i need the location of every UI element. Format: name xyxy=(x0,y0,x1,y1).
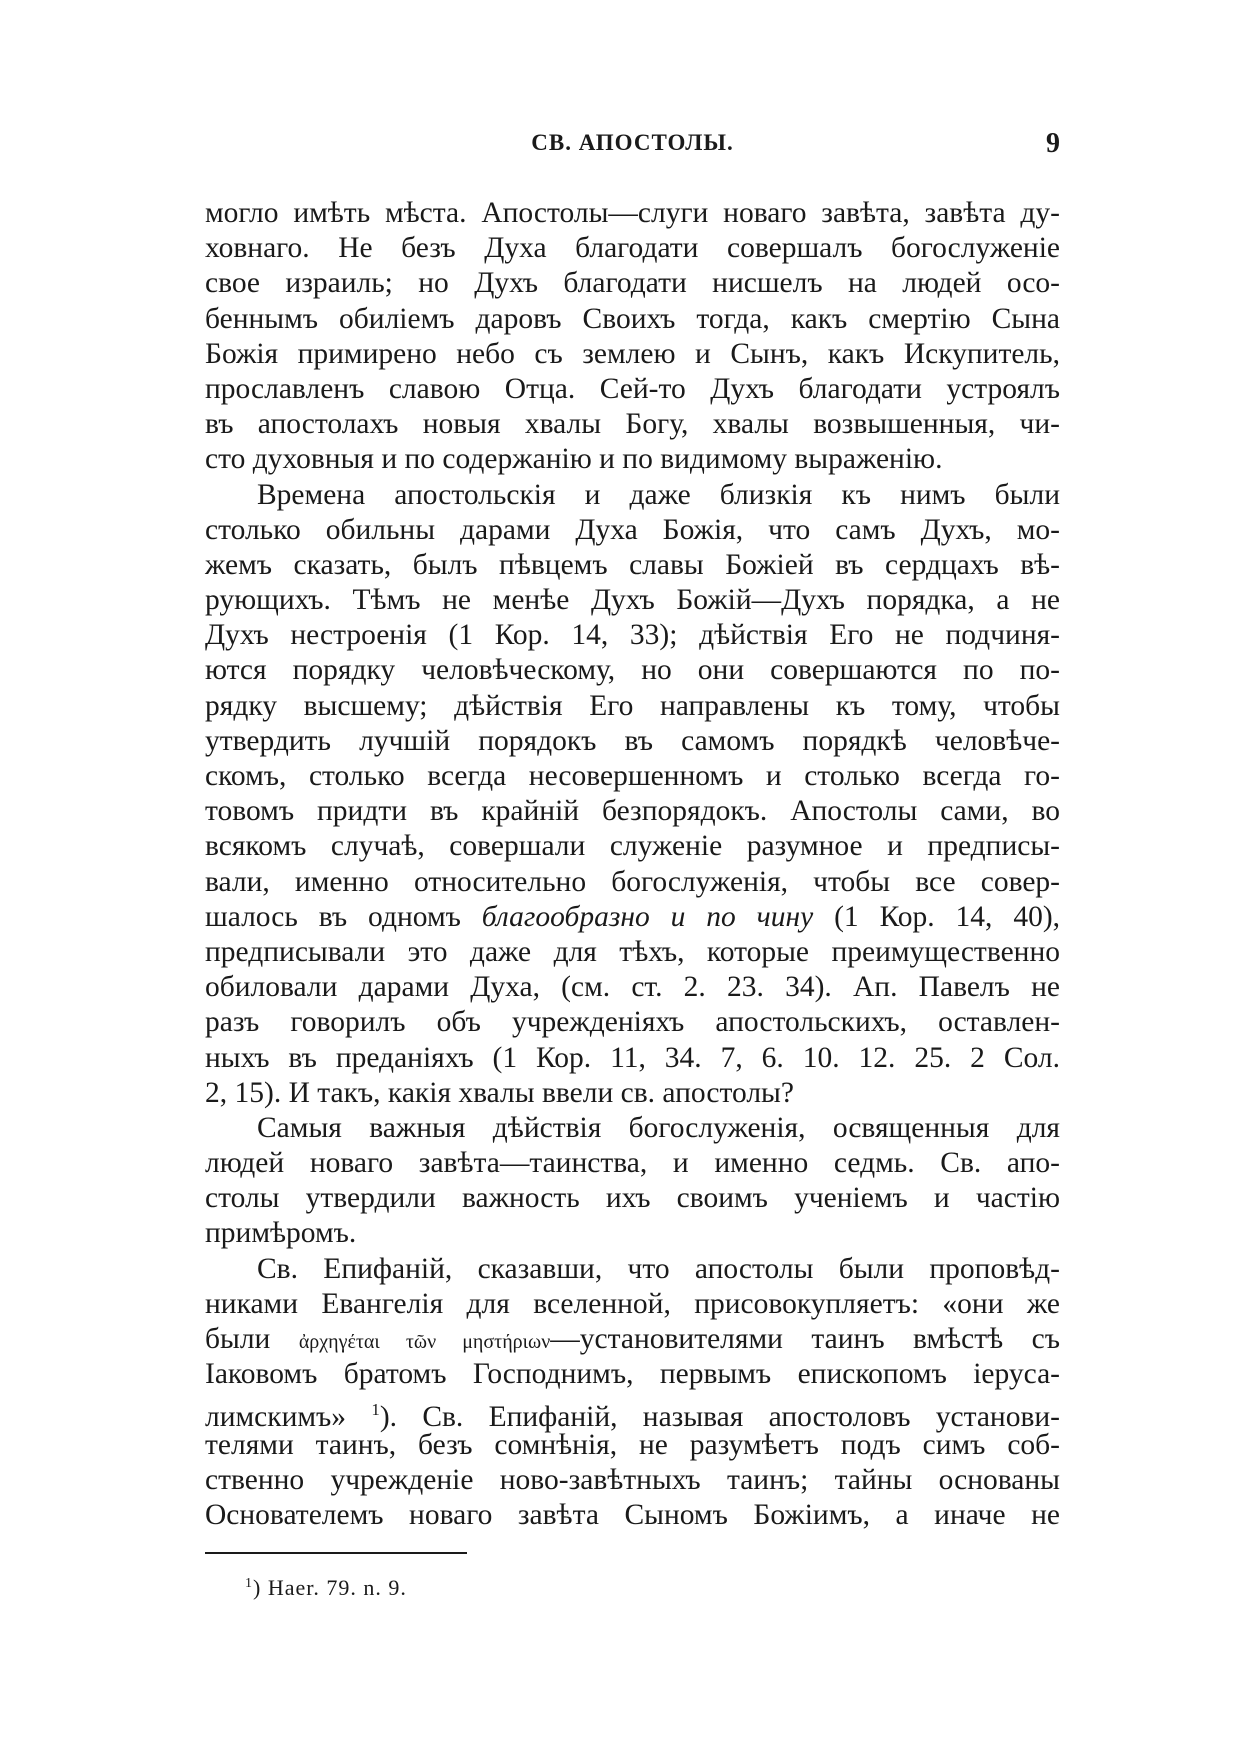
text-line: ственно учрежденіе ново-завѣтныхъ таинъ; тайны основаны xyxy=(205,1463,1060,1496)
footnote-divider xyxy=(205,1552,467,1554)
text-line: въ апостолахъ новыя хвалы Богу, хвалы возвышенныя, чи- xyxy=(205,408,1060,441)
text-line: Св. Епифаній, сказавши, что апостолы были проповѣд- xyxy=(257,1252,1060,1285)
greek-phrase: ἀρχηγέται τῶν μηστήριων xyxy=(298,1331,551,1353)
text-line: людей новаго завѣта—таинства, и именно седмь. Св. апо- xyxy=(205,1147,1060,1180)
text-segment: (1 Кор. 14, 40), xyxy=(834,900,1061,933)
text-line: телями таинъ, безъ сомнѣнія, не разумѣетъ подъ симъ соб- xyxy=(205,1428,1060,1461)
text-line: столы утвердили важность ихъ своимъ ученіемъ и частію xyxy=(205,1182,1060,1215)
text-line: скомъ, столько всегда несовершенномъ и столько всегда го- xyxy=(205,760,1060,792)
text-line: ховнаго. Не безъ Духа благодати совершалъ богослуженіе xyxy=(205,232,1060,265)
italic-quote: благообразно и по чину xyxy=(481,900,814,933)
text-line: столько обильны дарами Духа Божія, что самъ Духъ, мо- xyxy=(205,513,1060,546)
text-line: 2, 15). И такъ, какія хвалы ввели св. апостолы? xyxy=(205,1076,794,1109)
text-line: прославленъ славою Отца. Сей-то Духъ благодати устроялъ xyxy=(205,372,1060,405)
page-number: 9 xyxy=(1046,128,1060,159)
text-line: ются порядку человѣческому, но они совершаются по по- xyxy=(205,654,1060,687)
text-line: Основателемъ новаго завѣта Сыномъ Божіимъ, а иначе не xyxy=(205,1498,1060,1531)
text-line xyxy=(205,1322,1060,1357)
text-line: Времена апостольскія и даже близкія къ нимъ были xyxy=(257,478,1060,511)
text-line: утвердить лучшій порядокъ въ самомъ порядкѣ человѣче- xyxy=(205,724,1060,757)
text-line: Духъ нестроенія (1 Кор. 14, 33); дѣйствія Его не подчиня- xyxy=(205,619,1060,652)
text-line: разъ говорилъ объ учрежденіяхъ апостольскихъ, оставлен- xyxy=(205,1006,1060,1039)
text-line: всякомъ случаѣ, совершали служеніе разумное и предписы- xyxy=(205,830,1060,863)
footnote-marker: 1 xyxy=(245,1576,253,1591)
text-line: Божія примирено небо съ землею и Сынъ, какъ Искупитель, xyxy=(205,337,1060,370)
footnote-reference: 1 xyxy=(371,1400,380,1420)
text-line: Самыя важныя дѣйствія богослуженія, освященныя для xyxy=(257,1111,1060,1144)
text-line: сто духовныя и по содержанію и по видимому выраженію. xyxy=(205,443,943,476)
text-segment: ). Св. Епифаній, называя апостоловъ установи- xyxy=(379,1401,1060,1434)
text-line: обиловали дарами Духа, (см. ст. 2. 23. 34). Ап. Павелъ не xyxy=(205,971,1060,1004)
text-line: рующихъ. Тѣмъ не менѣе Духъ Божій—Духъ порядка, а не xyxy=(205,584,1060,617)
text-line: Іаковомъ братомъ Господнимъ, первымъ епископомъ іеруса- xyxy=(205,1358,1060,1391)
text-line: могло имѣть мѣста. Апостолы—слуги новаго завѣта, завѣта ду- xyxy=(205,197,1060,229)
text-line: ныхъ въ преданіяхъ (1 Кор. 11, 34. 7, 6. 10. 12. 25. 2 Сол. xyxy=(205,1041,1060,1074)
running-header xyxy=(205,128,1060,168)
text-line xyxy=(205,1392,1060,1434)
body-text xyxy=(205,196,1060,1533)
text-line: свое израиль; но Духъ благодати нисшелъ на людей осо- xyxy=(205,267,1060,300)
text-line: товомъ придти въ крайній безпорядокъ. Апостолы сами, во xyxy=(205,795,1060,828)
text-segment: лимскимъ» xyxy=(205,1401,347,1434)
text-line: предписывали это даже для тѣхъ, которые преимущественно xyxy=(205,935,1060,968)
footnote-text: ) Haer. 79. n. 9. xyxy=(253,1575,407,1600)
text-line: жемъ сказать, былъ пѣвцемъ славы Божіей въ сердцахъ вѣ- xyxy=(205,548,1060,581)
text-segment: были xyxy=(205,1323,271,1355)
text-line: примѣромъ. xyxy=(205,1217,357,1250)
text-segment: —установителями таинъ вмѣстѣ съ xyxy=(550,1323,1061,1355)
text-line: рядку высшему; дѣйствія Его направлены къ тому, чтобы xyxy=(205,689,1060,722)
text-segment: шалось въ одномъ xyxy=(205,900,461,933)
text-line: никами Евангелія для вселенной, присовокупляетъ: «они же xyxy=(205,1287,1060,1320)
text-line xyxy=(205,900,1060,935)
text-line: вали, именно относительно богослуженія, чтобы все совер- xyxy=(205,865,1060,898)
footnote xyxy=(245,1575,407,1601)
text-line: беннымъ обиліемъ даровъ Своихъ тогда, какъ смертію Сына xyxy=(205,302,1060,335)
running-title: СВ. АПОСТОЛЫ. xyxy=(531,130,734,155)
